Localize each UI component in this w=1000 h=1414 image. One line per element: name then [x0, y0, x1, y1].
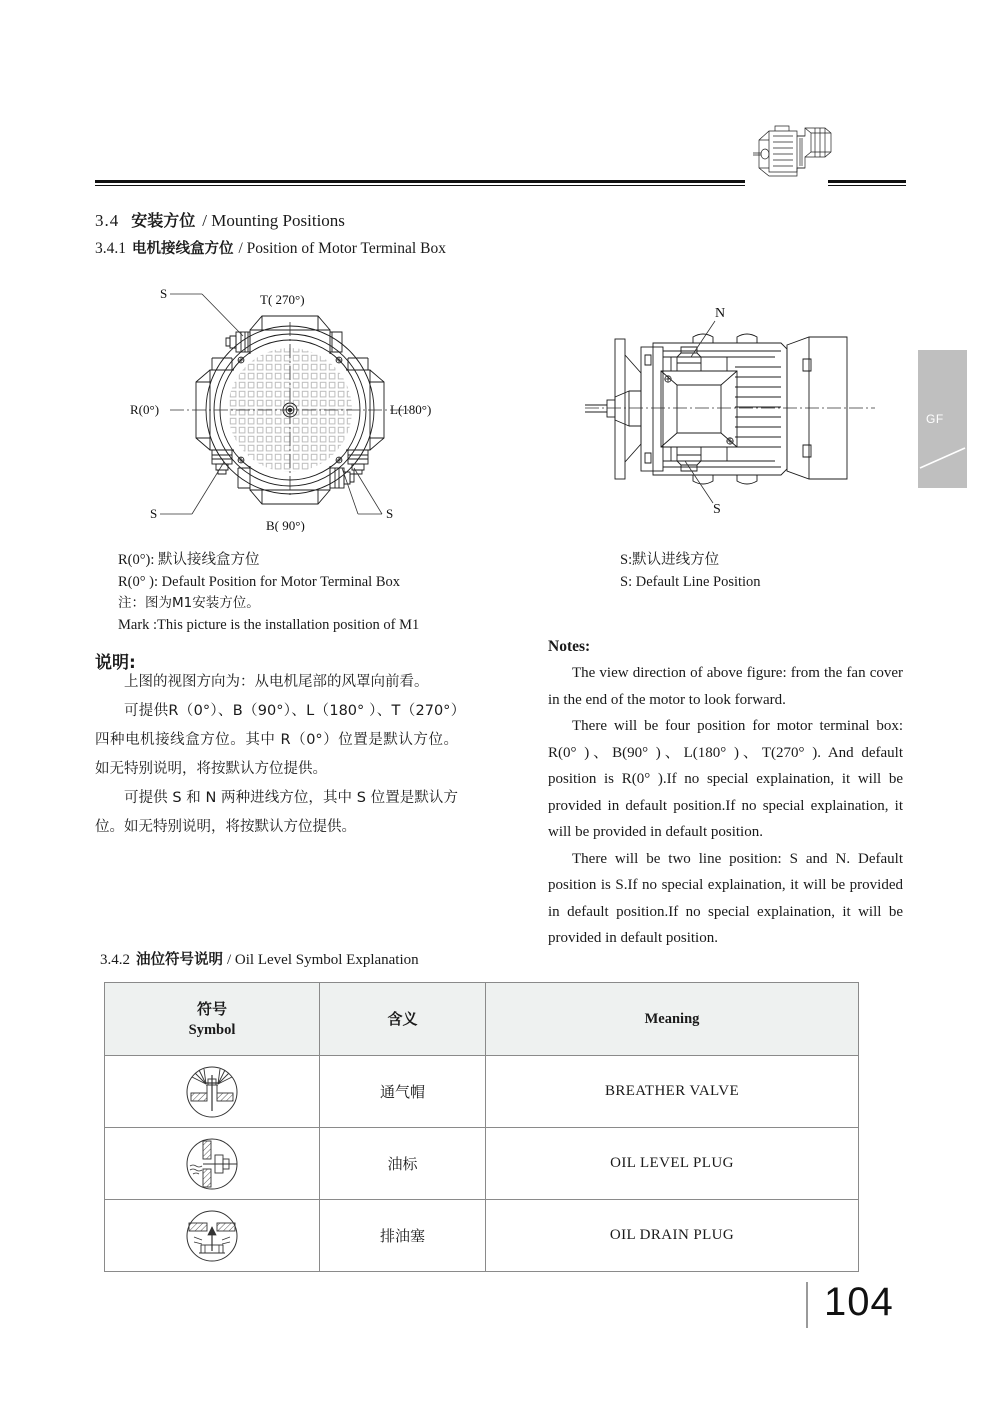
explanation-body-cn	[95, 668, 458, 842]
section-number: 3.4	[95, 211, 120, 230]
figure-left-label-top: T( 270°)	[260, 292, 305, 307]
motor-terminal-box-positions-diagram	[130, 282, 450, 532]
table-header-meaning-en	[486, 983, 859, 1056]
oil-level-symbol-table	[104, 982, 859, 1272]
caption-left-line-3: 注：图为M1安装方位。	[118, 595, 260, 611]
figure-right-label-n: N	[715, 306, 726, 321]
figure-left-label-bottom: B( 90°)	[266, 518, 305, 532]
table-cell-symbol	[105, 1200, 320, 1272]
side-tab-gf	[918, 350, 967, 488]
figure-right-caption	[620, 550, 940, 593]
side-tab-diagonal-line	[918, 446, 967, 470]
table-header-meaning-en-text: Meaning	[644, 1011, 700, 1027]
table-cell-meaning-cn: 油标	[320, 1128, 486, 1200]
explanation-paragraph: 可提供R（0°）、B（90°）、L（180° ）、T（270°）四种电机接线盒方位。其中 R（0°）位置是默认方位。如无特别说明，将按默认方位提供。	[95, 703, 458, 777]
section-title-en: / Mounting Positions	[202, 211, 345, 230]
oil-level-plug-symbol-icon	[181, 1133, 243, 1195]
table-header-meaning-cn-text: 含义	[387, 1009, 418, 1028]
section-heading-3-4-1	[95, 237, 446, 258]
figure-left-caption	[118, 550, 538, 636]
footer-rule	[806, 1282, 808, 1328]
notes-paragraph: There will be four position for motor terminal box: R(0° )、B(90° )、L(180° )、T(270° ). And default position is R(0° ).If no special explaination, it will be provided in default position.If no special explaination, it will be provided in default position.	[548, 718, 903, 840]
explanation-paragraph: 可提供 S 和 N 两种进线方位，其中 S 位置是默认方位。如无特别说明，将按默认方位提供。	[95, 790, 458, 835]
side-tab-label: GF	[926, 412, 944, 426]
figure-right-label-s: S	[713, 502, 721, 517]
table-cell-meaning-en: OIL DRAIN PLUG	[486, 1200, 859, 1272]
notes-body	[548, 660, 903, 952]
caption-left-line-2: R(0° ): Default Position for Motor Terminal Box	[118, 573, 400, 590]
table-row	[105, 1056, 859, 1128]
breather-valve-symbol-icon	[181, 1061, 243, 1123]
table-cell-meaning-en: OIL LEVEL PLUG	[486, 1128, 859, 1200]
section-heading-3-4-2	[100, 948, 419, 969]
notes-paragraph: The view direction of above figure: from the fan cover in the end of the motor to look forward.	[548, 665, 903, 708]
figure-left-label-right: L(180°)	[390, 402, 432, 417]
caption-left-line-4: Mark :This picture is the installation position of M1	[118, 616, 420, 633]
table-cell-symbol	[105, 1128, 320, 1200]
table-row	[105, 1128, 859, 1200]
motor-side-view-diagram	[585, 295, 875, 520]
figure-left-label-s-top: S	[160, 286, 168, 301]
page-number: 104	[824, 1280, 894, 1324]
table-header-row	[105, 983, 859, 1056]
subsection-title-cn: 电机接线盒方位	[132, 241, 234, 257]
table-row	[105, 1200, 859, 1272]
subsection2-title-en: / Oil Level Symbol Explanation	[227, 952, 419, 968]
subsection2-title-cn: 油位符号说明	[136, 952, 223, 968]
figure-left-label-s-bottom-left: S	[150, 506, 158, 521]
figure-left-label-left: R(0°)	[130, 402, 160, 417]
caption-right-line-2: S: Default Line Position	[620, 573, 761, 590]
table-cell-meaning-cn: 排油塞	[320, 1200, 486, 1272]
table-header-meaning-cn	[320, 983, 486, 1056]
caption-right-line-1: S:默认进线方位	[620, 552, 720, 568]
notes-title: Notes:	[548, 638, 591, 655]
oil-drain-plug-symbol-icon	[181, 1205, 243, 1267]
subsection-title-en: / Position of Motor Terminal Box	[238, 240, 446, 257]
table-cell-meaning-en: BREATHER VALVE	[486, 1056, 859, 1128]
table-cell-symbol	[105, 1056, 320, 1128]
explanation-paragraph: 上图的视图方向为：从电机尾部的风罩向前看。	[124, 674, 429, 690]
table-cell-meaning-cn: 通气帽	[320, 1056, 486, 1128]
subsection2-number: 3.4.2	[100, 952, 130, 968]
subsection-number: 3.4.1	[95, 240, 126, 257]
caption-left-line-1: R(0°): 默认接线盒方位	[118, 552, 260, 568]
table-header-symbol-cn: 符号	[196, 999, 227, 1018]
explanation-title-cn: 说明:	[95, 653, 136, 673]
figure-left-label-s-bottom-right: S	[386, 506, 394, 521]
notes-paragraph: There will be two line position: S and N. Default position is S.If no special explaination, it will be provided in default position.If no special explaination, it will be provided in default position.	[548, 850, 903, 946]
section-title-cn: 安装方位	[131, 211, 196, 230]
table-header-symbol-en: Symbol	[188, 1021, 236, 1038]
section-heading-3-4	[95, 208, 345, 231]
gear-motor-illustration-icon	[745, 122, 840, 184]
table-header-symbol	[105, 983, 320, 1056]
header-rule-left	[95, 180, 745, 186]
